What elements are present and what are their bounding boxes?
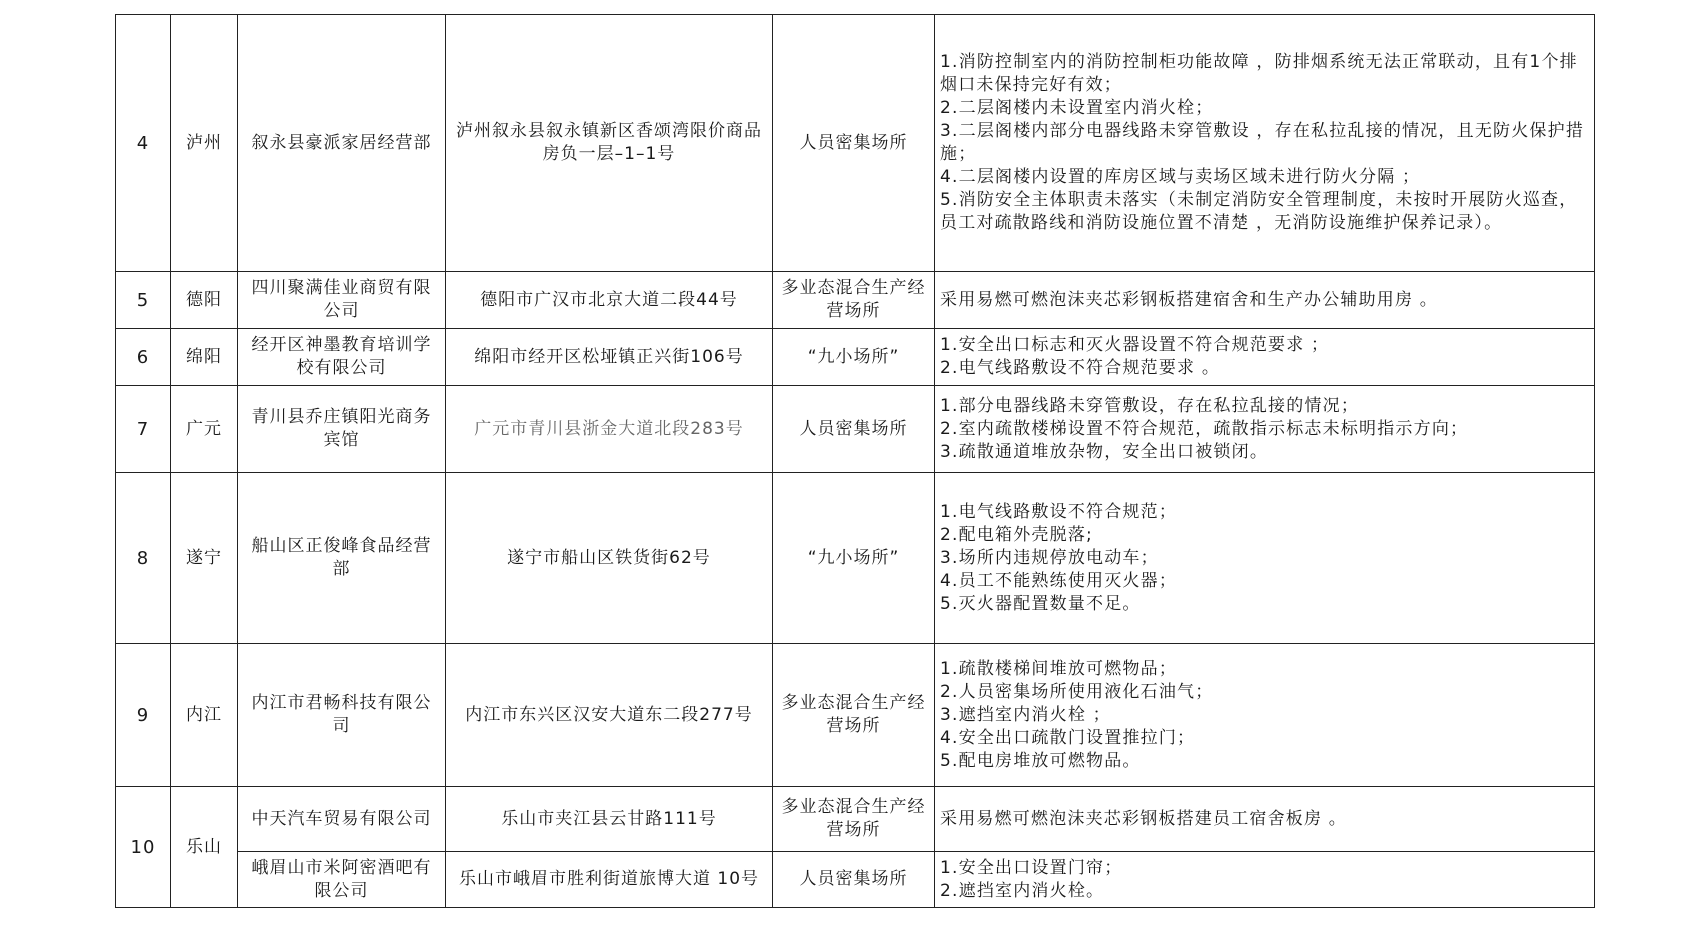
city-cell: 泸州	[171, 15, 238, 272]
inspection-table	[115, 14, 1595, 908]
unit-name-cell: 经开区神墨教育培训学校有限公司	[238, 329, 446, 386]
issues-cell: 1.部分电器线路未穿管敷设，存在私拉乱接的情况； 2.室内疏散楼梯设置不符合规范，疏散指示标志未标明指示方向； 3.疏散通道堆放杂物，安全出口被锁闭。	[935, 386, 1595, 473]
issues-cell: 1.疏散楼梯间堆放可燃物品； 2.人员密集场所使用液化石油气； 3.遮挡室内消火栓 ； 4.安全出口疏散门设置推拉门； 5.配电房堆放可燃物品。	[935, 644, 1595, 787]
city-cell: 乐山	[171, 787, 238, 908]
venue-type-cell: 人员密集场所	[773, 386, 935, 473]
issues-cell: 1.消防控制室内的消防控制柜功能故障 ，防排烟系统无法正常联动，且有1个排烟口未保持完好有效； 2.二层阁楼内未设置室内消火栓； 3.二层阁楼内部分电器线路未穿管敷设 ，存在私拉乱接的情况，且无防火保护措施； 4.二层阁楼内设置的库房区域与卖场区域未进行防火分隔 ； 5.消防安全主体职责未落实（未制定消防安全管理制度，未按时开展防火巡查，员工对疏散路线和消防设施位置不清楚 ，无消防设施维护保养记录）。	[935, 15, 1595, 272]
city-cell: 广元	[171, 386, 238, 473]
unit-name-cell: 青川县乔庄镇阳光商务宾馆	[238, 386, 446, 473]
table-row	[116, 272, 1595, 329]
row-number: 6	[116, 329, 171, 386]
table-row	[116, 852, 1595, 908]
venue-type-cell: “九小场所”	[773, 473, 935, 644]
venue-type-cell: 多业态混合生产经营场所	[773, 272, 935, 329]
row-number: 7	[116, 386, 171, 473]
address-cell: 德阳市广汉市北京大道二段44号	[446, 272, 773, 329]
table-row	[116, 329, 1595, 386]
row-number: 8	[116, 473, 171, 644]
city-cell: 绵阳	[171, 329, 238, 386]
unit-name-cell: 中天汽车贸易有限公司	[238, 787, 446, 852]
table-row	[116, 473, 1595, 644]
unit-name-cell: 船山区正俊峰食品经营部	[238, 473, 446, 644]
unit-name-cell: 叙永县豪派家居经营部	[238, 15, 446, 272]
issues-cell: 1.安全出口设置门帘； 2.遮挡室内消火栓。	[935, 852, 1595, 908]
address-cell: 乐山市峨眉市胜利街道旅博大道 10号	[446, 852, 773, 908]
issues-cell: 1.电气线路敷设不符合规范； 2.配电箱外壳脱落; 3.场所内违规停放电动车； 4.员工不能熟练使用灭火器； 5.灭火器配置数量不足。	[935, 473, 1595, 644]
venue-type-cell: “九小场所”	[773, 329, 935, 386]
address-cell: 遂宁市船山区铁货街62号	[446, 473, 773, 644]
city-cell: 德阳	[171, 272, 238, 329]
venue-type-cell: 多业态混合生产经营场所	[773, 787, 935, 852]
city-cell: 内江	[171, 644, 238, 787]
address-cell: 绵阳市经开区松垭镇正兴街106号	[446, 329, 773, 386]
unit-name-cell: 内江市君畅科技有限公司	[238, 644, 446, 787]
unit-name-cell: 峨眉山市米阿密酒吧有限公司	[238, 852, 446, 908]
table-row	[116, 15, 1595, 272]
table-row	[116, 386, 1595, 473]
venue-type-cell: 人员密集场所	[773, 15, 935, 272]
row-number: 4	[116, 15, 171, 272]
address-cell: 内江市东兴区汉安大道东二段277号	[446, 644, 773, 787]
row-number: 9	[116, 644, 171, 787]
row-number: 5	[116, 272, 171, 329]
address-cell: 乐山市夹江县云甘路111号	[446, 787, 773, 852]
venue-type-cell: 人员密集场所	[773, 852, 935, 908]
table-row	[116, 644, 1595, 787]
issues-cell: 1.安全出口标志和灭火器设置不符合规范要求 ； 2.电气线路敷设不符合规范要求 。	[935, 329, 1595, 386]
city-cell: 遂宁	[171, 473, 238, 644]
row-number: 10	[116, 787, 171, 908]
issues-cell: 采用易燃可燃泡沫夹芯彩钢板搭建宿舍和生产办公辅助用房 。	[935, 272, 1595, 329]
unit-name-cell: 四川聚满佳业商贸有限公司	[238, 272, 446, 329]
table-row	[116, 787, 1595, 852]
address-cell: 广元市青川县浙金大道北段283号	[446, 386, 773, 473]
issues-cell: 采用易燃可燃泡沫夹芯彩钢板搭建员工宿舍板房 。	[935, 787, 1595, 852]
venue-type-cell: 多业态混合生产经营场所	[773, 644, 935, 787]
address-cell: 泸州叙永县叙永镇新区香颂湾限价商品房负一层–1–1号	[446, 15, 773, 272]
